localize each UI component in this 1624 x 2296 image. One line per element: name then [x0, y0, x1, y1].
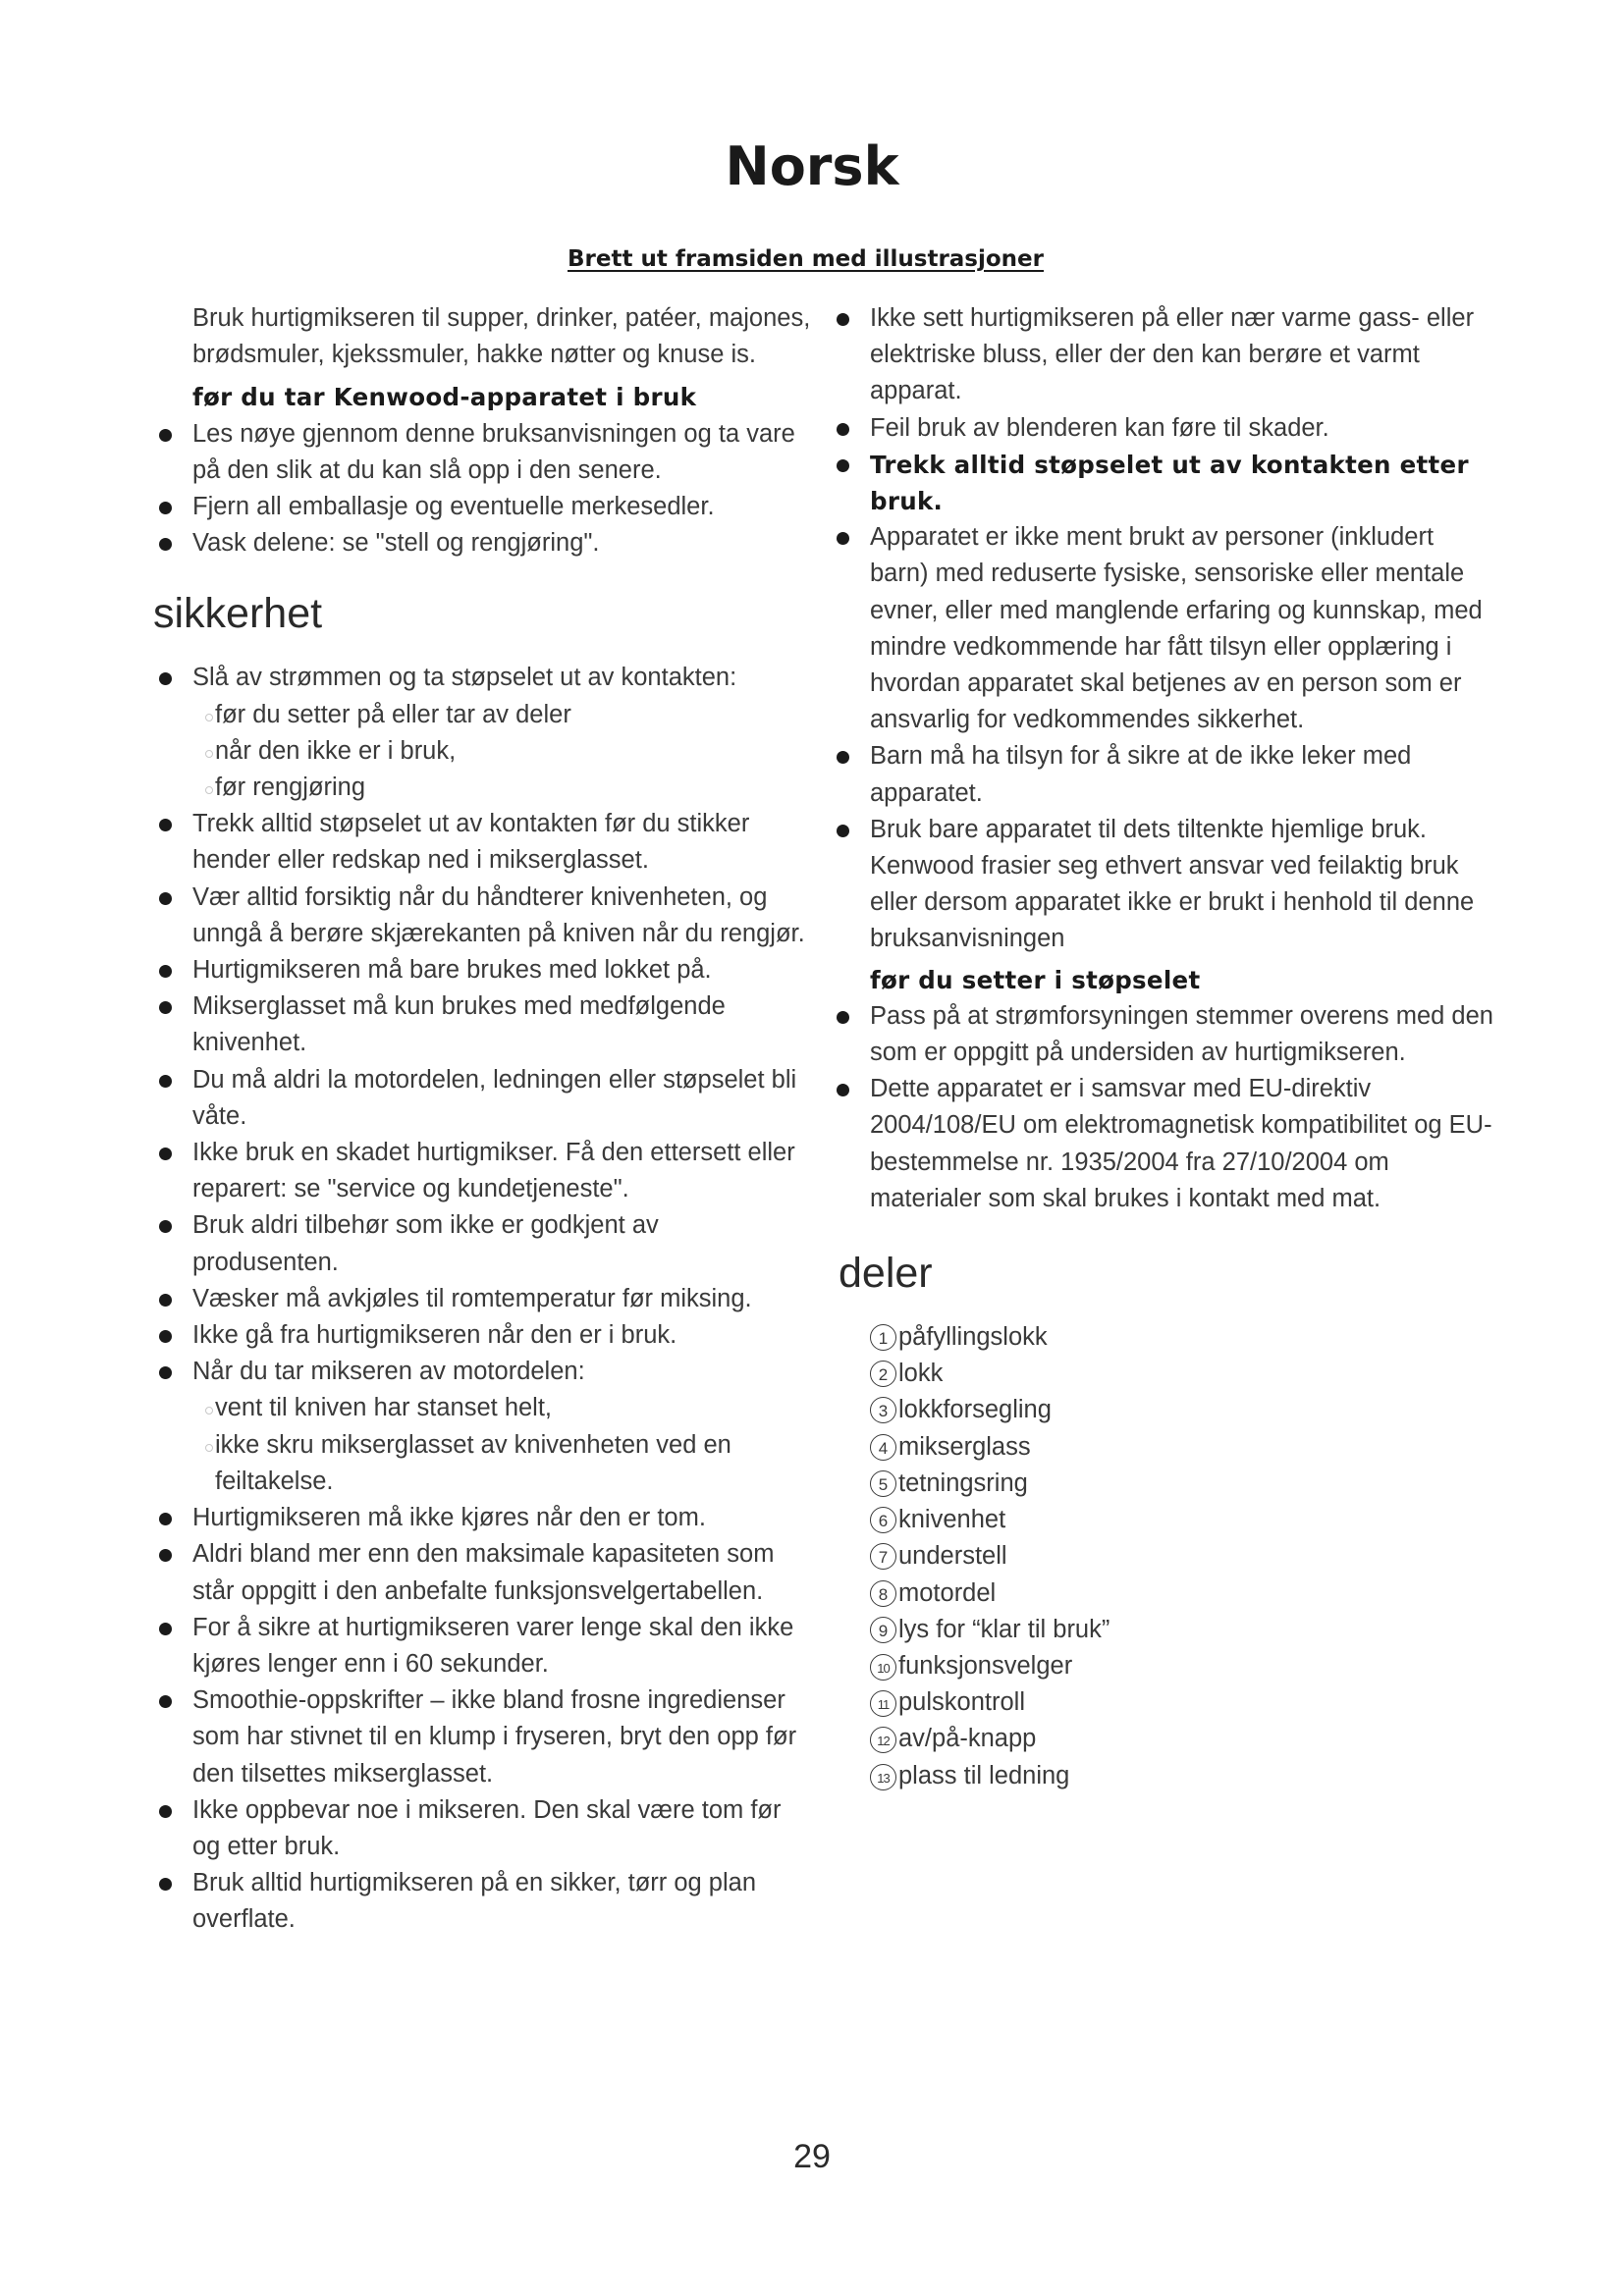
list-item	[192, 660, 811, 806]
part-item	[870, 1319, 1498, 1356]
sub-item: vent til kniven har stanset helt,	[192, 1390, 811, 1426]
list-item: Pass på at strømforsyningen stemmer overens med den som er oppgitt på undersiden av hurtigmikseren.	[870, 998, 1498, 1071]
part-number: 9	[870, 1617, 896, 1643]
part-label: funksjonsvelger	[898, 1651, 1073, 1680]
list-item: Ikke sett hurtigmikseren på eller nær varme gass- eller elektriske bluss, eller der den kan berøre et varmt apparat.	[870, 300, 1498, 410]
part-number: 4	[870, 1434, 896, 1461]
part-item	[870, 1612, 1498, 1648]
part-label: lys for “klar til bruk”	[898, 1615, 1110, 1643]
part-number: 3	[870, 1397, 896, 1423]
list-item: Du må aldri la motordelen, ledningen eller støpselet bli våte.	[192, 1062, 811, 1135]
fold-out-instruction: Brett ut framsiden med illustrasjoner	[568, 246, 1044, 272]
list-item: Væsker må avkjøles til romtemperatur før miksing.	[192, 1281, 811, 1317]
sub-item: før rengjøring	[192, 770, 811, 806]
part-item	[870, 1721, 1498, 1757]
part-item	[870, 1648, 1498, 1684]
safety-list	[192, 660, 811, 1938]
safety-list-continued	[870, 300, 1498, 958]
intro-text: Bruk hurtigmikseren til supper, drinker, patéer, majones, brødsmuler, kjekssmuler, hakke nøtter og knuse is.	[192, 304, 811, 369]
part-label: pulskontroll	[898, 1688, 1025, 1717]
part-item	[870, 1502, 1498, 1538]
list-item: Apparatet er ikke ment brukt av personer (inkludert barn) med reduserte fysiske, sensoriske eller mentale evner, eller med manglende erfaring og kunnskap, med mindre vedkommende har fått tilsyn eller opplæring i hvordan apparatet skal betjenes av en person som er ansvarlig for vedkommendes sikkerhet.	[870, 519, 1498, 738]
list-item: Aldri bland mer enn den maksimale kapasiteten som står oppgitt i den anbefalte funksjonsvelgertabellen.	[192, 1536, 811, 1609]
part-number: 10	[870, 1654, 896, 1681]
part-label: motordel	[898, 1578, 997, 1607]
part-item	[870, 1575, 1498, 1612]
part-item	[870, 1466, 1498, 1502]
list-item: Vær alltid forsiktig når du håndterer knivenheten, og unngå å berøre skjærekanten på kniven når du rengjør.	[192, 880, 811, 952]
list-item: Feil bruk av blenderen kan føre til skader.	[870, 410, 1498, 447]
part-label: plass til ledning	[898, 1761, 1070, 1789]
part-label: understell	[898, 1542, 1007, 1571]
part-number: 11	[870, 1690, 896, 1717]
list-item	[192, 1354, 811, 1500]
before-plug-list	[870, 998, 1498, 1217]
list-item: Les nøye gjennom denne bruksanvisningen og ta vare på den slik at du kan slå opp i den senere.	[192, 416, 811, 489]
part-item	[870, 1684, 1498, 1721]
part-label: mikserglass	[898, 1432, 1031, 1461]
list-item: For å sikre at hurtigmikseren varer lenge skal den ikke kjøres lenger enn i 60 sekunder.	[192, 1610, 811, 1682]
part-label: knivenhet	[898, 1506, 1006, 1534]
list-item-text: Slå av strømmen og ta støpselet ut av kontakten:	[192, 664, 737, 692]
part-number: 5	[870, 1470, 896, 1497]
list-item: Barn må ha tilsyn for å sikre at de ikke leker med apparatet.	[870, 738, 1498, 811]
safety-heading: sikkerhet	[153, 590, 323, 638]
sub-item: før du setter på eller tar av deler	[192, 697, 811, 733]
list-item: Trekk alltid støpselet ut av kontakten før du stikker hender eller redskap ned i mikserglasset.	[192, 806, 811, 879]
parts-heading: deler	[839, 1250, 933, 1298]
part-item	[870, 1538, 1498, 1575]
part-label: tetningsring	[898, 1468, 1028, 1497]
part-item	[870, 1356, 1498, 1392]
before-use-heading: før du tar Kenwood-apparatet i bruk	[192, 383, 697, 412]
list-item: Hurtigmikseren må bare brukes med lokket på.	[192, 952, 811, 988]
list-item: Bruk aldri tilbehør som ikke er godkjent av produsenten.	[192, 1207, 811, 1280]
list-item: Ikke oppbevar noe i mikseren. Den skal være tom før og etter bruk.	[192, 1792, 811, 1865]
parts-list	[870, 1319, 1498, 1794]
sub-item: ikke skru mikserglasset av knivenheten ved en	[192, 1427, 811, 1464]
list-item: Ikke bruk en skadet hurtigmikser. Få den ettersett eller reparert: se "service og kundetjeneste".	[192, 1135, 811, 1207]
page-number: 29	[793, 2138, 831, 2175]
part-number: 12	[870, 1727, 896, 1753]
part-label: av/på-knapp	[898, 1725, 1037, 1753]
list-item: Bruk bare apparatet til dets tiltenkte hjemlige bruk. Kenwood frasier seg ethvert ansvar ved feilaktig bruk eller dersom apparatet ikke er brukt i henhold til denne bruksanvisningen	[870, 812, 1498, 958]
part-number: 13	[870, 1764, 896, 1790]
list-item: Bruk alltid hurtigmikseren på en sikker, tørr og plan overflate.	[192, 1865, 811, 1938]
list-item: Fjern all emballasje og eventuelle merkesedler.	[192, 489, 811, 525]
list-item-text: Når du tar mikseren av motordelen:	[192, 1358, 585, 1386]
part-number: 8	[870, 1580, 896, 1607]
before-use-list	[192, 416, 811, 562]
list-item-warning: Trekk alltid støpselet ut av kontakten etter bruk.	[870, 447, 1498, 519]
list-item: Dette apparatet er i samsvar med EU-direktiv 2004/108/EU om elektromagnetisk kompatibilitet og EU-bestemmelse nr. 1935/2004 fra 27/10/2004 om materialer som skal brukes i kontakt med mat.	[870, 1071, 1498, 1217]
left-column	[153, 300, 811, 1939]
part-item	[870, 1758, 1498, 1794]
part-label: lokk	[898, 1360, 944, 1388]
sub-item-continued: feiltakelse.	[215, 1467, 334, 1495]
part-item	[870, 1392, 1498, 1428]
list-item: Ikke gå fra hurtigmikseren når den er i bruk.	[192, 1317, 811, 1354]
list-item: Smoothie-oppskrifter – ikke bland frosne ingredienser som har stivnet til en klump i fryseren, bryt den opp før den tilsettes mikserglasset.	[192, 1682, 811, 1792]
part-label: lokkforsegling	[898, 1396, 1052, 1424]
part-item	[870, 1429, 1498, 1466]
list-item: Vask delene: se "stell og rengjøring".	[192, 525, 811, 561]
right-column	[839, 300, 1498, 1794]
part-label: påfyllingslokk	[898, 1323, 1048, 1352]
sub-item: når den ikke er i bruk,	[192, 733, 811, 770]
part-number: 6	[870, 1507, 896, 1533]
part-number: 1	[870, 1324, 896, 1351]
list-item: Mikserglasset må kun brukes med medfølgende knivenhet.	[192, 988, 811, 1061]
part-number: 2	[870, 1361, 896, 1387]
list-item: Hurtigmikseren må ikke kjøres når den er tom.	[192, 1500, 811, 1536]
page-title: Norsk	[725, 135, 899, 197]
part-number: 7	[870, 1543, 896, 1570]
before-plug-heading: før du setter i støpselet	[870, 965, 1201, 994]
